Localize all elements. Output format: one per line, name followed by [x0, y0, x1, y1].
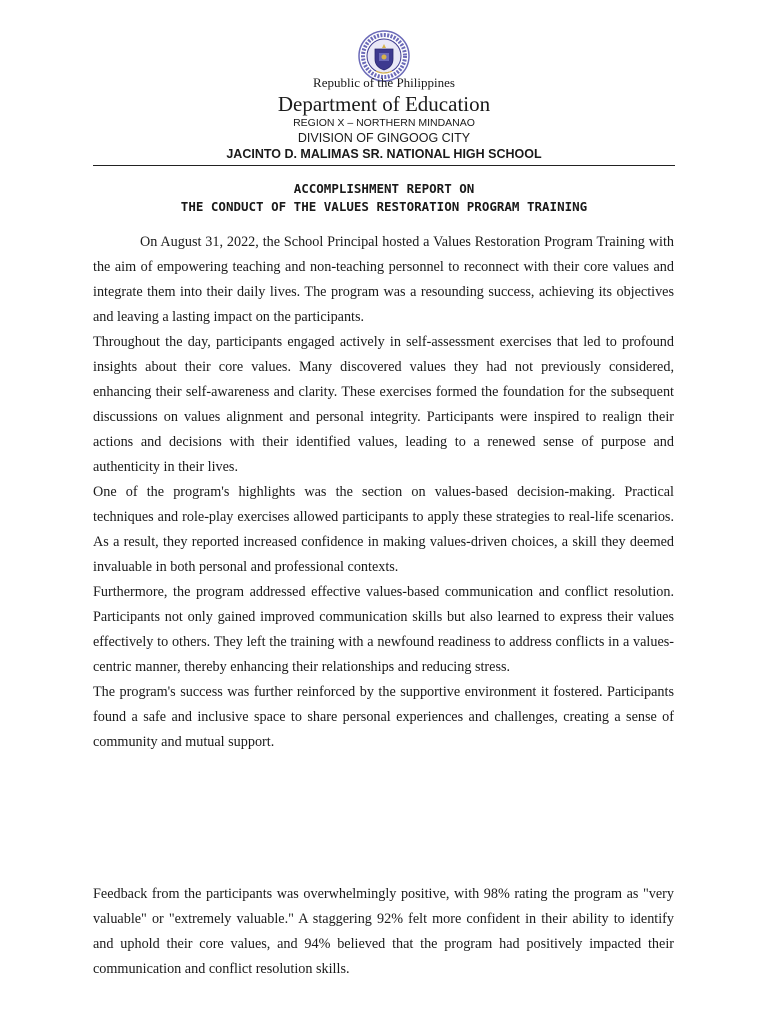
- paragraph-intro: On August 31, 2022, the School Principal hosted a Values Restoration Program Training with the aim of empowering teaching and non-teaching personnel to reconnect with their core values and integrate them into their daily lives. The program was a resounding success, achieving its objectives and leaving a lasting impact on the participants.: [93, 234, 674, 325]
- region-line: REGION X – NORTHERN MINDANAO: [293, 117, 475, 129]
- report-body: [93, 230, 674, 755]
- paragraph-environment: The program's success was further reinforced by the supportive environment it fostered. Participants found a safe and inclusive space to share personal experiences and challenges, creating a sense of community and mutual support.: [93, 684, 674, 750]
- report-title-line-1: ACCOMPLISHMENT REPORT ON: [293, 181, 475, 196]
- republic-line: Republic of the Philippines: [313, 75, 455, 90]
- school-name: JACINTO D. MALIMAS SR. NATIONAL HIGH SCHOOL: [226, 147, 542, 161]
- paragraph-communication: Furthermore, the program addressed effective values-based communication and conflict resolution. Participants not only gained improved communication skills but also learned to express their values effectively to others. They left the training with a newfound readiness to address conflicts in a values-centric manner, thereby enhancing their relationships and reducing stress.: [93, 584, 674, 675]
- header-divider: [93, 165, 675, 166]
- report-title-line-2: THE CONDUCT OF THE VALUES RESTORATION PROGRAM TRAINING: [180, 199, 588, 214]
- paragraph-decision-making: One of the program's highlights was the section on values-based decision-making. Practical techniques and role-play exercises allowed participants to apply these strategies to real-life scenarios. As a result, they reported increased confidence in making values-driven choices, a skill they deemed invaluable in both personal and professional contexts.: [93, 484, 674, 575]
- feedback-section: [93, 882, 674, 982]
- paragraph-feedback: Feedback from the participants was overwhelmingly positive, with 98% rating the program as "very valuable" or "extremely valuable." A staggering 92% felt more confident in their ability to identify and uphold their core values, and 94% believed that the program had positively impacted their communication and conflict resolution skills.: [93, 886, 674, 977]
- department-name: Department of Education: [277, 92, 491, 116]
- division-line: DIVISION OF GINGOOG CITY: [297, 131, 471, 145]
- paragraph-self-assessment: Throughout the day, participants engaged actively in self-assessment exercises that led to profound insights about their core values. Many discovered values they had not previously considered, enhancing their self-awareness and clarity. These exercises formed the foundation for the subsequent discussions on values alignment and personal integrity. Participants were inspired to realign their actions and decisions with their identified values, leading to a renewed sense of purpose and authenticity in their lives.: [93, 334, 674, 475]
